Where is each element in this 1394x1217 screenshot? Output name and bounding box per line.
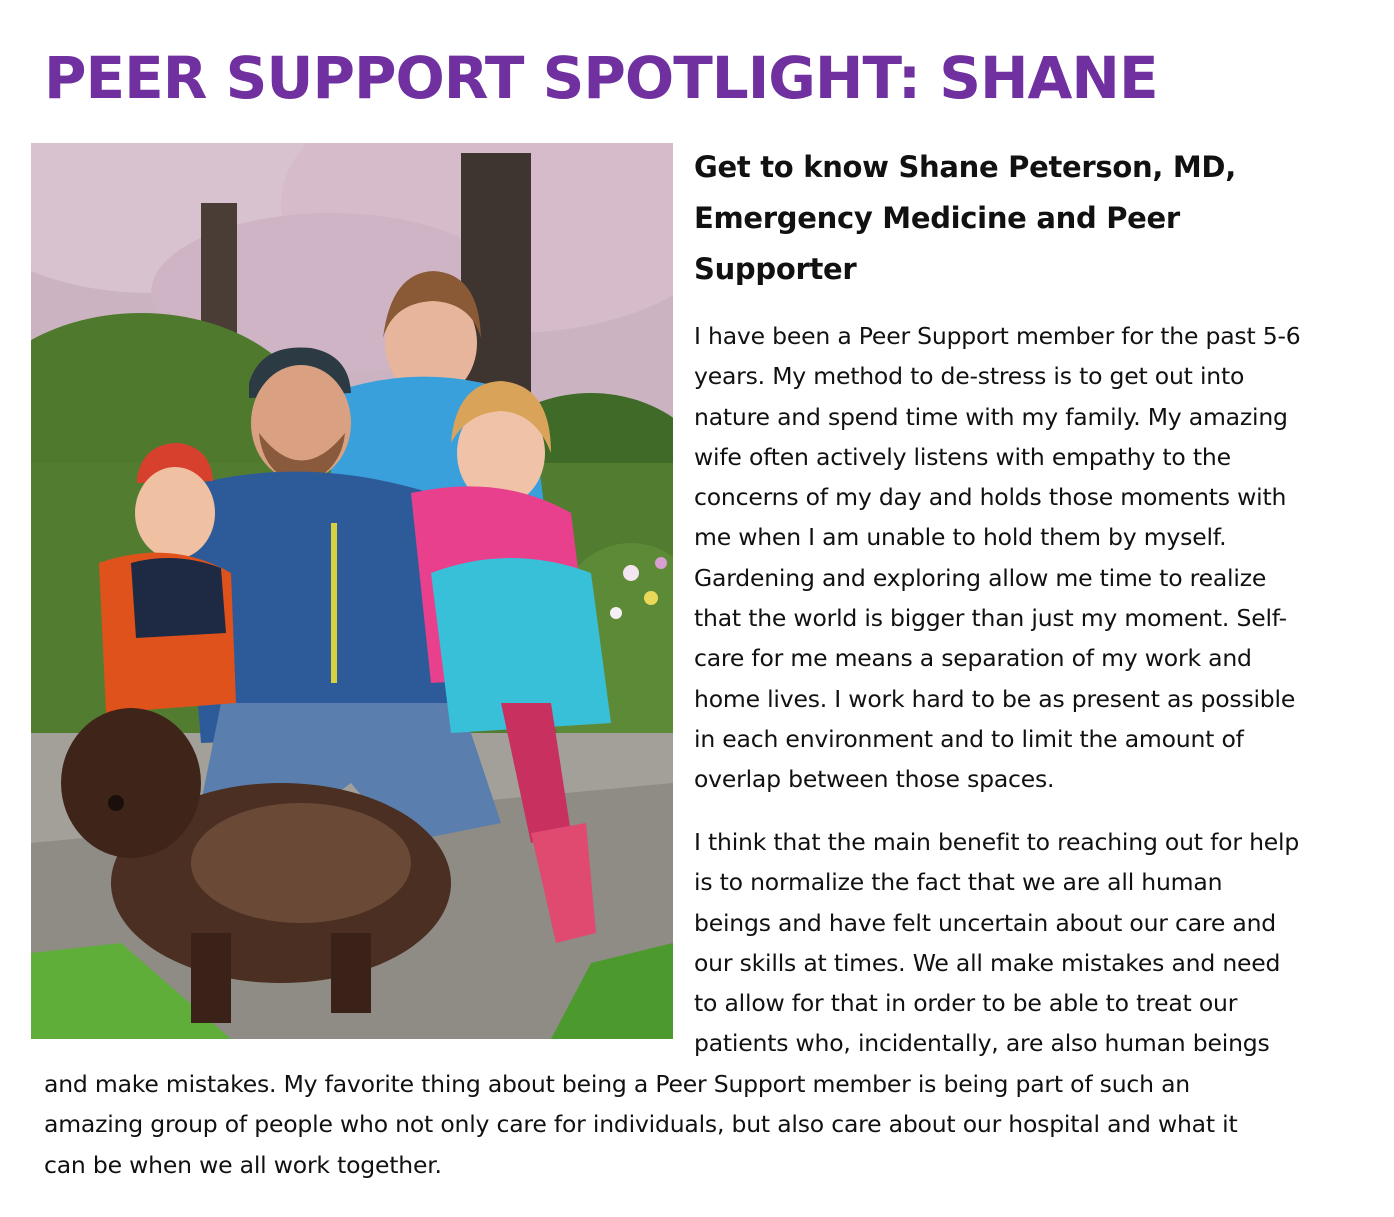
- paragraph-line: that the world is bigger than just my moment. Self-: [694, 604, 1287, 633]
- paragraph-line: home lives. I work hard to be as present as possible: [694, 684, 1296, 713]
- paragraph-2-column: [694, 822, 1299, 1064]
- paragraph-line: care for me means a separation of my work and: [694, 644, 1252, 673]
- dog-head: [61, 708, 201, 858]
- paragraph-line: concerns of my day and holds those moments with: [694, 483, 1287, 512]
- paragraph-line: is to normalize the fact that we are all human: [694, 868, 1223, 897]
- paragraph-2-full-width: [44, 1064, 1238, 1185]
- paragraph-line: our skills at times. We all make mistakes and need: [694, 948, 1281, 977]
- paragraph-line: I have been a Peer Support member for the past 5-6: [694, 322, 1301, 350]
- man-zipper: [331, 523, 337, 683]
- paragraph-line: beings and have felt uncertain about our care and: [694, 908, 1277, 937]
- flower: [655, 557, 667, 569]
- paragraph-line: amazing group of people who not only care for individuals, but also care about our hospital and what it: [44, 1110, 1238, 1139]
- paragraph-line: wife often actively listens with empathy to the: [694, 442, 1231, 471]
- dog-fur-light: [191, 803, 411, 923]
- paragraph-line: overlap between those spaces.: [694, 765, 1055, 794]
- dog-leg: [331, 933, 371, 1013]
- page-title: PEER SUPPORT SPOTLIGHT: SHANE: [44, 44, 1158, 112]
- paragraph-line: nature and spend time with my family. My amazing: [694, 402, 1288, 431]
- subheading-line: Supporter: [694, 252, 857, 286]
- paragraph-line: can be when we all work together.: [44, 1150, 442, 1179]
- subheading-line: Emergency Medicine and Peer: [694, 201, 1180, 235]
- flower: [623, 565, 639, 581]
- paragraph-line: Gardening and exploring allow me time to realize: [694, 563, 1267, 592]
- subheading-line: Get to know Shane Peterson, MD,: [694, 150, 1236, 184]
- paragraph-line: years. My method to de-stress is to get out into: [694, 362, 1245, 391]
- dog-nose: [108, 795, 124, 811]
- paragraph-line: I think that the main benefit to reaching out for help: [694, 828, 1300, 856]
- flower: [644, 591, 658, 605]
- paragraph-line: patients who, incidentally, are also human beings: [694, 1029, 1270, 1058]
- paragraph-1: [694, 316, 1301, 800]
- family-photo: [31, 143, 673, 1039]
- paragraph-line: and make mistakes. My favorite thing about being a Peer Support member is being part of such an: [44, 1070, 1190, 1098]
- boy-jacket-dark: [131, 558, 226, 638]
- dog-leg: [191, 933, 231, 1023]
- paragraph-line: me when I am unable to hold them by myself.: [694, 523, 1227, 552]
- paragraph-line: to allow for that in order to be able to treat our: [694, 989, 1238, 1018]
- boy-head: [135, 467, 215, 559]
- tree-trunk: [461, 153, 531, 413]
- article-subheading: [694, 142, 1334, 295]
- flower: [610, 607, 622, 619]
- paragraph-line: in each environment and to limit the amount of: [694, 724, 1244, 753]
